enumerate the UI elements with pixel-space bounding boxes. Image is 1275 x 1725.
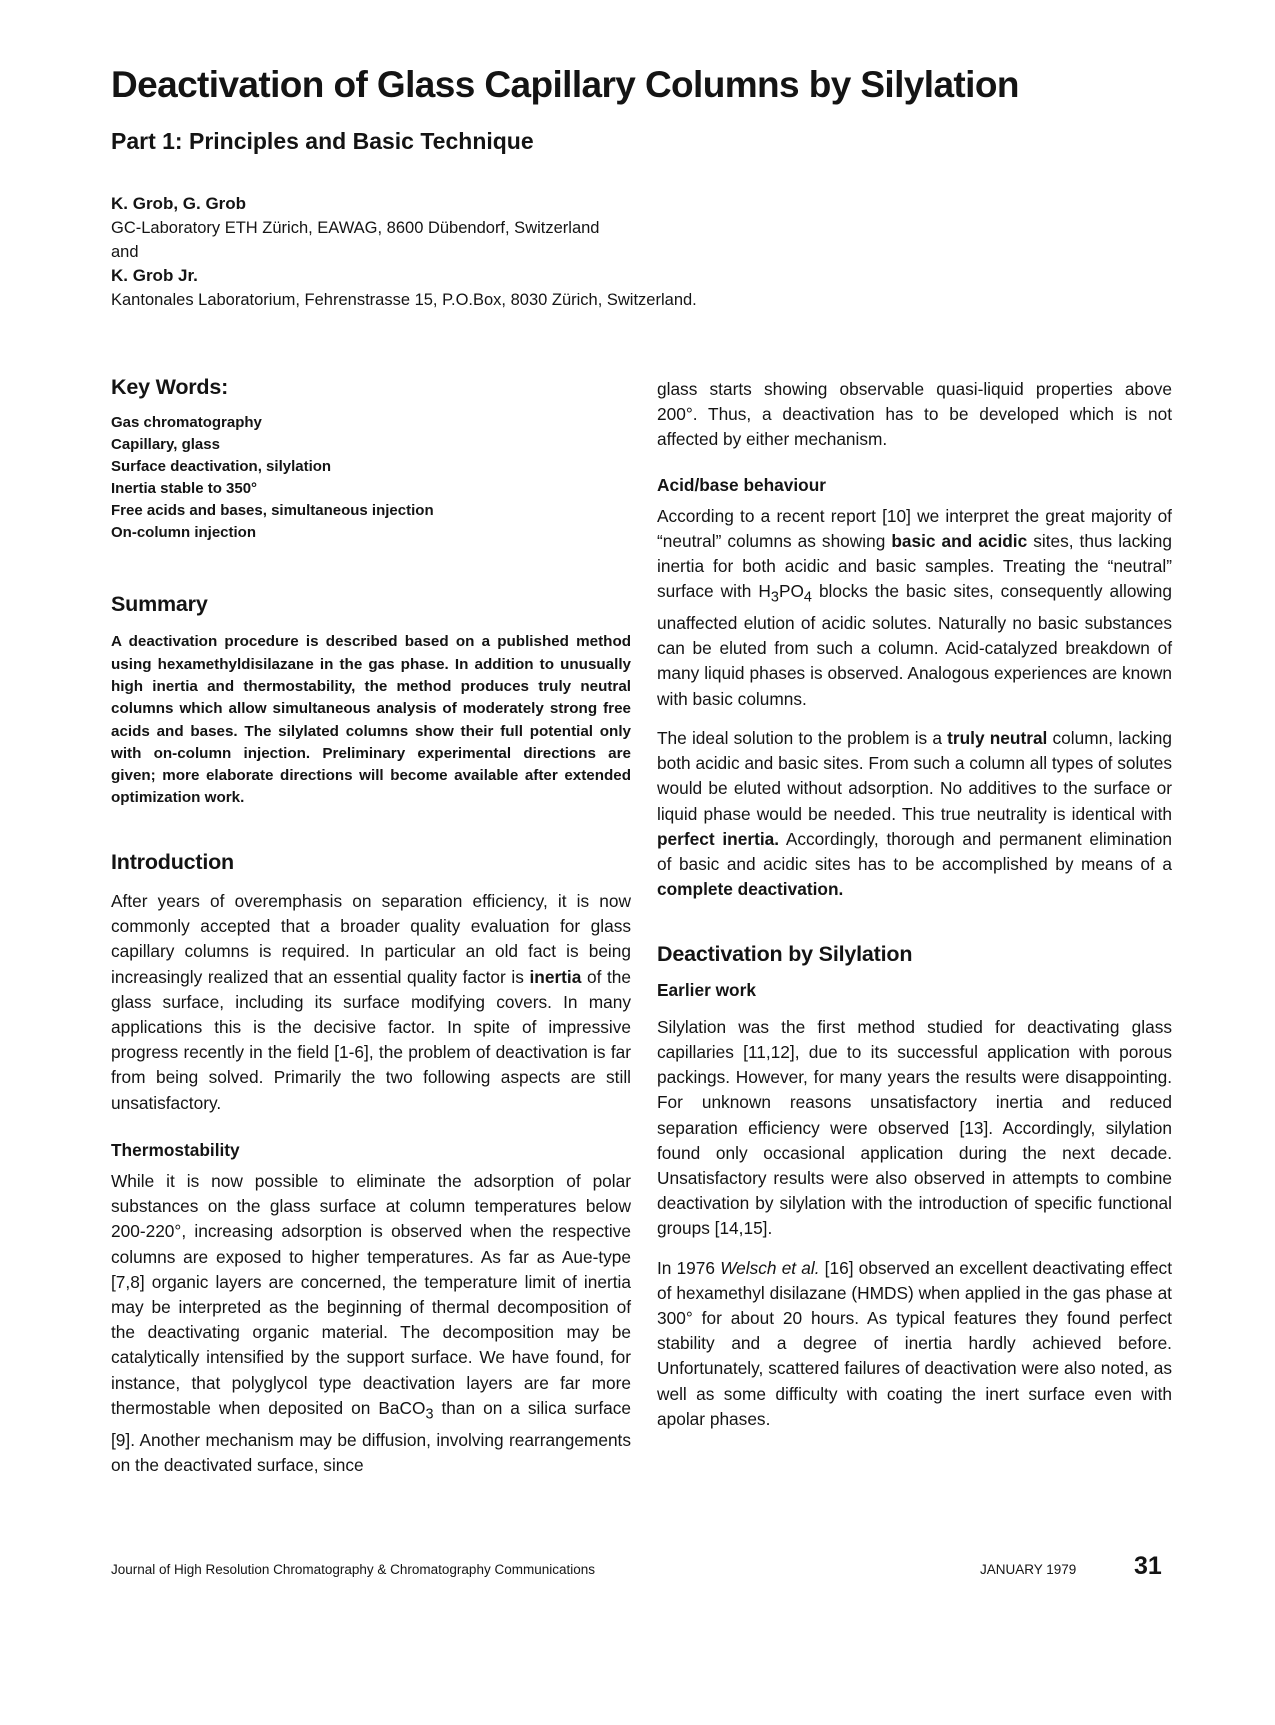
summary-text: A deactivation procedure is described based on a published method using hexamethyldisilazane in the gas phase. In addition to unusually high inertia and thermostability, the method produces truly neutral columns which allow simultaneous analysis of moderately strong free acids and bases. The silylated columns show their full potential only with on-column injection. Preliminary experimental directions are given; more elaborate directions will become available after extended optimization work. (111, 633, 631, 807)
keywords-list (111, 412, 631, 544)
footer-journal: Journal of High Resolution Chromatography & Chromatography Communications (111, 1562, 595, 1577)
affiliation-1: GC-Laboratory ETH Zürich, EAWAG, 8600 Dübendorf, Switzerland (111, 219, 600, 237)
keyword-item: On-column injection (111, 524, 256, 542)
ideal-solution-paragraph: The ideal solution to the problem is a truly neutral column, lacking both acidic and basic sites. From such a column all types of solutes would be eluted without adsorption. No additives to the surface or liquid phase would be needed. This true neutrality is identical with perfect inertia. Accordingly, thorough and permanent elimination of basic and acidic sites has to be accomplished by means of a complete deactivation. (657, 727, 1172, 900)
affiliation-2: Kantonales Laboratorium, Fehrenstrasse 15, P.O.Box, 8030 Zürich, Switzerland. (111, 291, 697, 309)
author-conjunction: and (111, 243, 139, 261)
keyword-item: Surface deactivation, silylation (111, 458, 332, 476)
article-title: Deactivation of Glass Capillary Columns by Silylation (111, 64, 1019, 105)
author-names-2: K. Grob Jr. (111, 266, 198, 285)
introduction-heading: Introduction (111, 849, 234, 874)
footer-date: JANUARY 1979 (980, 1562, 1077, 1577)
keyword-item: Free acids and bases, simultaneous injection (111, 502, 434, 520)
keyword-item: Inertia stable to 350° (111, 480, 258, 498)
thermostability-heading: Thermostability (111, 1139, 240, 1160)
keyword-item: Capillary, glass (111, 436, 220, 454)
keywords-heading: Key Words: (111, 375, 229, 399)
continued-paragraph: glass starts showing observable quasi-liquid properties above 200°. Thus, a deactivation has to be developed which is not affected by either mechanism. (657, 379, 1172, 450)
article-subtitle: Part 1: Principles and Basic Technique (111, 128, 534, 154)
earlier-work-paragraph: Silylation was the first method studied for deactivating glass capillaries [11,12], due to its successful application with porous packings. However, for many years the results were disappointing. For unknown reasons unsatisfactory inertia and reduced separation efficiency were observed [13]. Accordingly, silylation found only occasional application during the next decade. Unsatisfactory results were also observed in attempts to combine deactivation by silylation with the introduction of specific functional groups [14,15]. (657, 1016, 1172, 1239)
earlier-work-heading: Earlier work (657, 979, 756, 1000)
left-column (111, 375, 631, 1490)
author-names-1: K. Grob, G. Grob (111, 194, 247, 213)
thermostability-paragraph: While it is now possible to eliminate the adsorption of polar substances on the glass surface at column temperatures below 200-220°, increasing adsorption is observed when the respective columns are exposed to higher temperatures. As far as Aue-type [7,8] organic layers are concerned, the temperature limit of inertia may be interpreted as the beginning of thermal decomposition of the deactivating organic material. The decomposition may be catalytically intensified by the support surface. We have found, for instance, that polyglycol type deactivation layers are far more thermostable when deposited on BaCO$_3$ than on a silica surface [9]. Another mechanism may be diffusion, involving rearrangements on the deactivated surface, since (111, 1171, 631, 1475)
acid-base-paragraph: According to a recent report [10] we interpret the great majority of “neutral” columns as showing basic and acidic sites, thus lacking inertia for both acidic and basic samples. Treating the “neutral” surface with $H_3PO_4$ blocks the basic sites, consequently allowing unaffected elution of acidic solutes. Naturally no basic substances can be eluted from such a column. Acid-catalyzed breakdown of many liquid phases is observed. Analogous experiences are known with basic columns. (657, 505, 1172, 709)
welsch-paragraph: In 1976 Welsch et al. [16] observed an excellent deactivating effect of hexamethyl disilazane (HMDS) when applied in the gas phase at 300° for about 20 hours. As typical features they found perfect stability and a degree of inertia hardly achieved before. Unfortunately, scattered failures of deactivation were also noted, as well as some difficulty with coating the inert surface even with apolar phases. (657, 1257, 1172, 1429)
silylation-heading: Deactivation by Silylation (657, 942, 913, 967)
author-block (111, 192, 1011, 312)
right-column (657, 377, 1172, 1444)
acid-base-heading: Acid/base behaviour (657, 474, 827, 495)
keyword-item: Gas chromatography (111, 414, 262, 432)
page-number: 31 (1134, 1552, 1162, 1580)
summary-heading: Summary (111, 592, 208, 617)
introduction-paragraph: After years of overemphasis on separation efficiency, it is now commonly accepted that a broader quality evaluation for glass capillary columns is required. In particular an old fact is being increasingly realized that an essential quality factor is inertia of the glass surface, including its surface modifying covers. In many applications this is the decisive factor. In spite of impressive progress recently in the field [1-6], the problem of deactivation is far from being solved. Primarily the two following aspects are still unsatisfactory. (111, 890, 631, 1113)
